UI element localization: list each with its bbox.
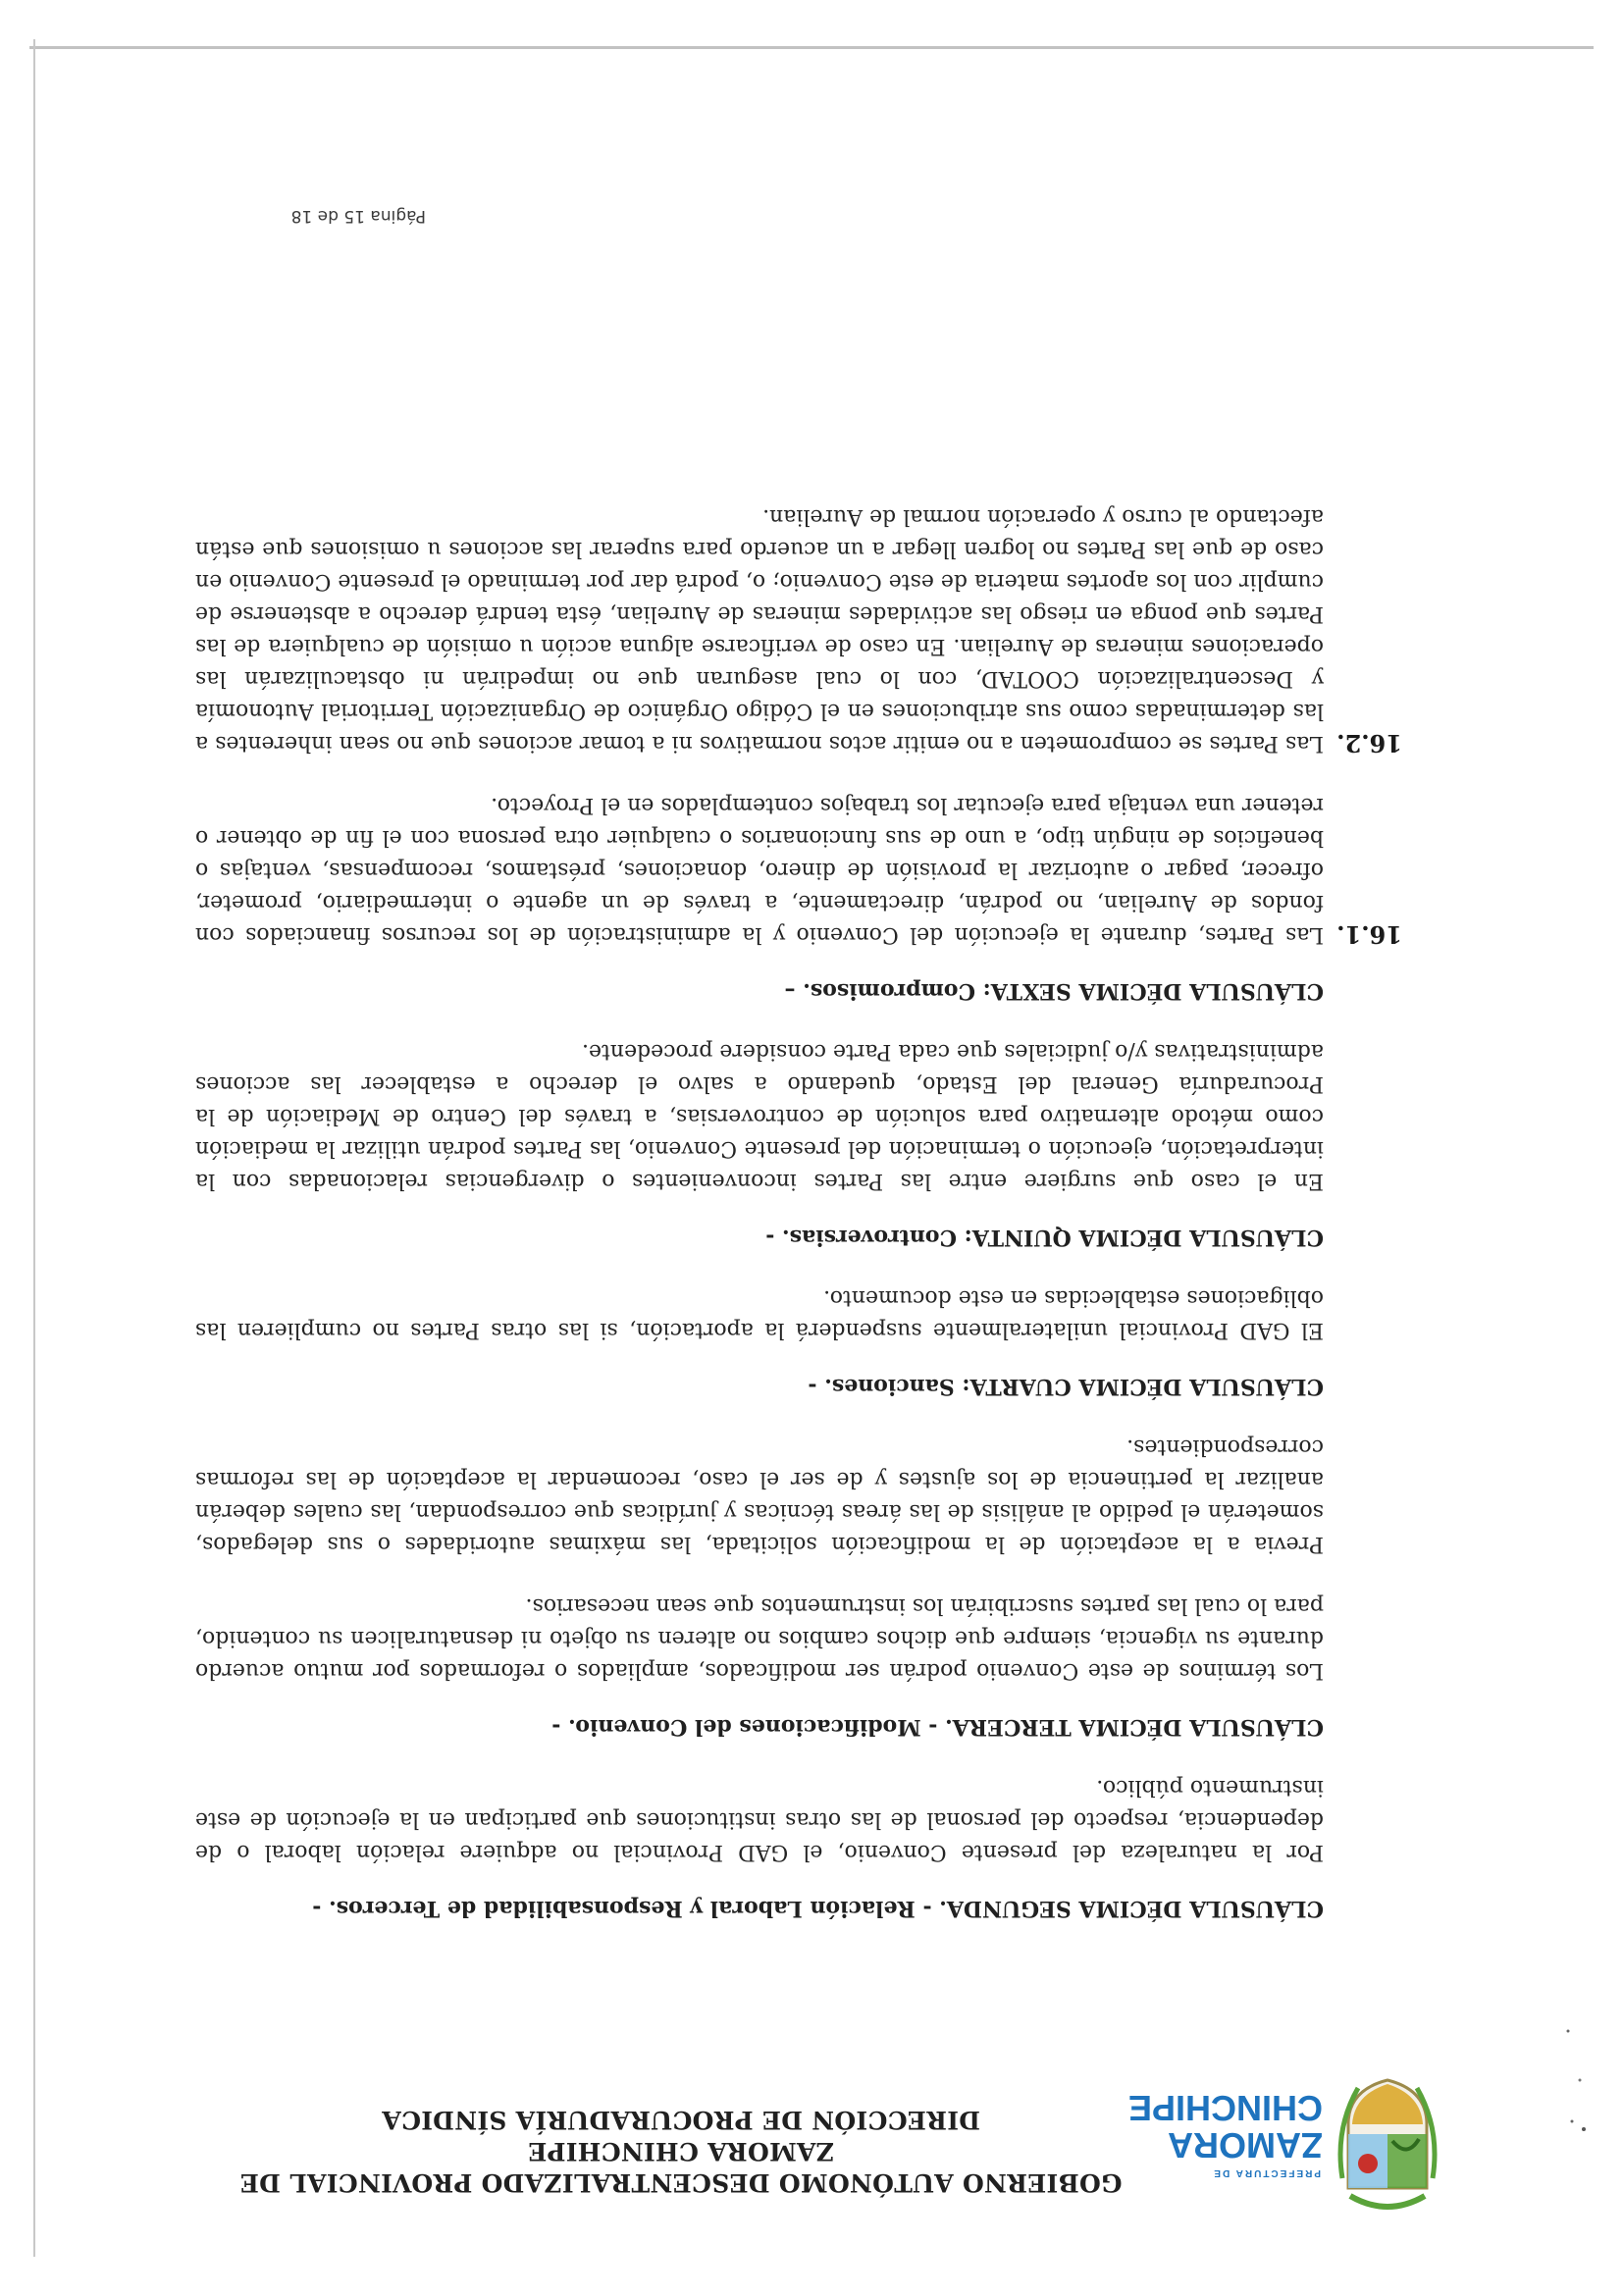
prefectura-logo: [1127, 2070, 1446, 2218]
clause-twelve-heading: CLÁUSULA DÉCIMA SEGUNDA. - Relación Laboral y Responsabilidad de Terceros. -: [312, 1896, 1324, 1921]
clause-fifteen-heading: CLÁUSULA DÉCIMA QUINTA: Controversias. -: [765, 1225, 1324, 1250]
numbered-item: [195, 789, 1402, 951]
clause-twelve-text: Por la naturaleza del presente Convenio, el GAD Provincial no adquiere relación laboral o de dependencia, respecto del personal de las otras instituciones que participan en la ejecución de este instrumento público.: [195, 1775, 1324, 1864]
clause-thirteen-text: Previa a la aceptación de la modificación solicitada, las máximas autoridades o sus delegados, someterán el pedido al análisis de las áreas técnicas y jurídicas que correspondan, las cuales deberán analizar la pertinencia de los ajustes y de ser el caso, recomendar la aceptación de las reformas correspondientes.: [195, 1435, 1324, 1556]
item-number: 16.1.: [1336, 920, 1402, 949]
item-text: Las Partes se comprometen a no emitir actos normativos ni a tomar acciones que no sean inherentes a las determinadas como sus atribuciones en el Código Orgánico de Organización Territorial Autonomía y Descentralización COOTAD, con lo cual aseguran que no impedirán ni obstaculizarán las operaciones mineras de Aurelian. En caso de verificarse alguna acción u omisión de cualquiera de las Partes que ponga en riesgo las actividades mineras de Aurelian, ésta tendrá derecho a abstenerse de cumplir con los aportes materia de este Convenio; o, podrá dar por terminado el presente Convenio en caso de que las Partes no logren llegar a un acuerdo para superar las acciones u omisiones que están afectando al curso y operación normal de Aurelian.: [195, 504, 1324, 756]
institution-title: [239, 2104, 1123, 2198]
numbered-item: [195, 500, 1402, 759]
clause-thirteen-heading: CLÁUSULA DÉCIMA TERCERA. - Modificaciones del Convenio. -: [551, 1714, 1324, 1740]
clause-sixteen-heading: CLÁUSULA DÉCIMA SEXTA: Compromisos. –: [784, 978, 1324, 1004]
coat-of-arms-icon: [1340, 2080, 1435, 2207]
item-text: Las Partes, durante la ejecución del Convenio y la administración de los recursos financiados con fondos de Aurelian, no podrán, directamente, a través de un agente o intermediario, prometer, ofrecer, pagar o autorizar la provisión de dinero, donaciones, préstamos, recompensas, ventajas o beneficios de ningún tipo, a uno de sus funcionarios o cualquier otra persona con el fin de obtener o retener una ventaja para ejecutar los trabajos contemplados en el Proyecto.: [195, 793, 1324, 947]
logo-brand-line2: CHINCHIPE: [1127, 2088, 1323, 2128]
clause-fourteen-text: El GAD Provincial unilateralmente suspenderá la aportación, si las otras Partes no cumplieren las obligaciones establecidas en este documento.: [195, 1285, 1324, 1342]
scan-specks: [1554, 2021, 1594, 2139]
title-line: ZAMORA CHINCHIPE: [528, 2137, 834, 2166]
clause-fourteen-heading: CLÁUSULA DÉCIMA CUARTA: Sanciones. -: [808, 1374, 1324, 1399]
clause-fifteen-text: En el caso que surgiere entre las Partes inconvenientes o divergencias relacionadas con la interpretación, ejecución o terminación del presente Convenio, las Partes podrán utilizar la mediación como método alternativo para solución de controversias, a través del Centro de Mediación de la Procuraduría General del Estado, quedando a salvo el derecho a establecer las acciones administrativas y/o judiciales que cada Parte considere procedente.: [195, 1039, 1324, 1193]
scan-edge-line: [33, 39, 35, 2257]
clause-thirteen-text: Los términos de este Convenio podrán ser modificados, ampliados o reformados por mutuo acuerdo durante su vigencia, siempre que dichos cambios no alteren su objeto ni desnaturalicen su contenido, para lo cual las partes suscribirán los instrumentos que sean necesarios.: [195, 1593, 1324, 1683]
document-header: [141, 2070, 1446, 2218]
title-line: DIRECCIÓN DE PROCURADURÍA SÍNDICA: [382, 2106, 980, 2134]
item-number: 16.2.: [1336, 729, 1402, 757]
scan-edge-line: [29, 46, 1594, 49]
title-line: GOBIERNO AUTÓNOMO DESCENTRALIZADO PROVINCIAL DE: [239, 2168, 1123, 2197]
logo-top-text: PREFECTURA DE: [1212, 2167, 1321, 2178]
document-body: [195, 471, 1402, 1923]
page-number: Página 15 de 18: [290, 206, 426, 226]
logo-brand-line1: ZAMORA: [1168, 2125, 1323, 2166]
